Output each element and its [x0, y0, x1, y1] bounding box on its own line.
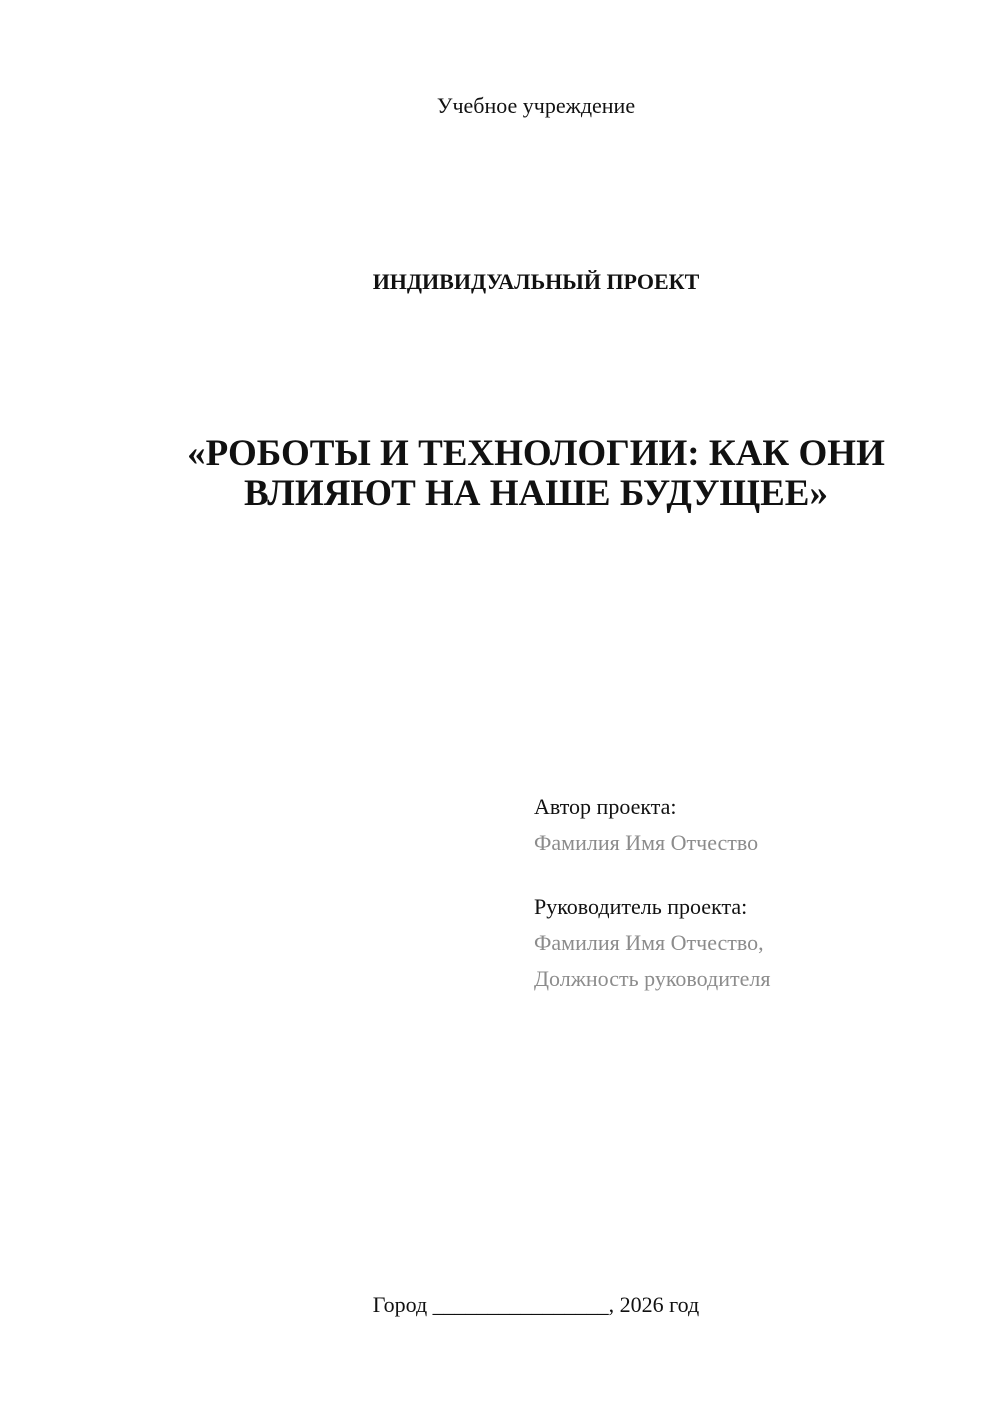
- project-roles: [534, 789, 974, 997]
- project-topic: [0, 434, 1000, 514]
- author-name: Фамилия Имя Отчество: [534, 830, 759, 855]
- project-topic-line-1: «РОБОТЫ И ТЕХНОЛОГИИ: КАК ОНИ: [187, 433, 885, 474]
- supervisor-label: Руководитель проекта:: [534, 894, 748, 919]
- institution-name: Учебное учреждение: [436, 93, 636, 118]
- supervisor-name: Фамилия Имя Отчество,: [534, 930, 764, 955]
- author-label: Автор проекта:: [534, 794, 677, 819]
- project-topic-line-2: ВЛИЯЮТ НА НАШЕ БУДУЩЕЕ»: [244, 473, 828, 514]
- document-type: ИНДИВИДУАЛЬНЫЙ ПРОЕКТ: [372, 269, 700, 294]
- supervisor-position: Должность руководителя: [534, 966, 771, 991]
- city-year-line: Город ________________, 2026 год: [372, 1292, 700, 1317]
- roles-spacer: [534, 861, 974, 889]
